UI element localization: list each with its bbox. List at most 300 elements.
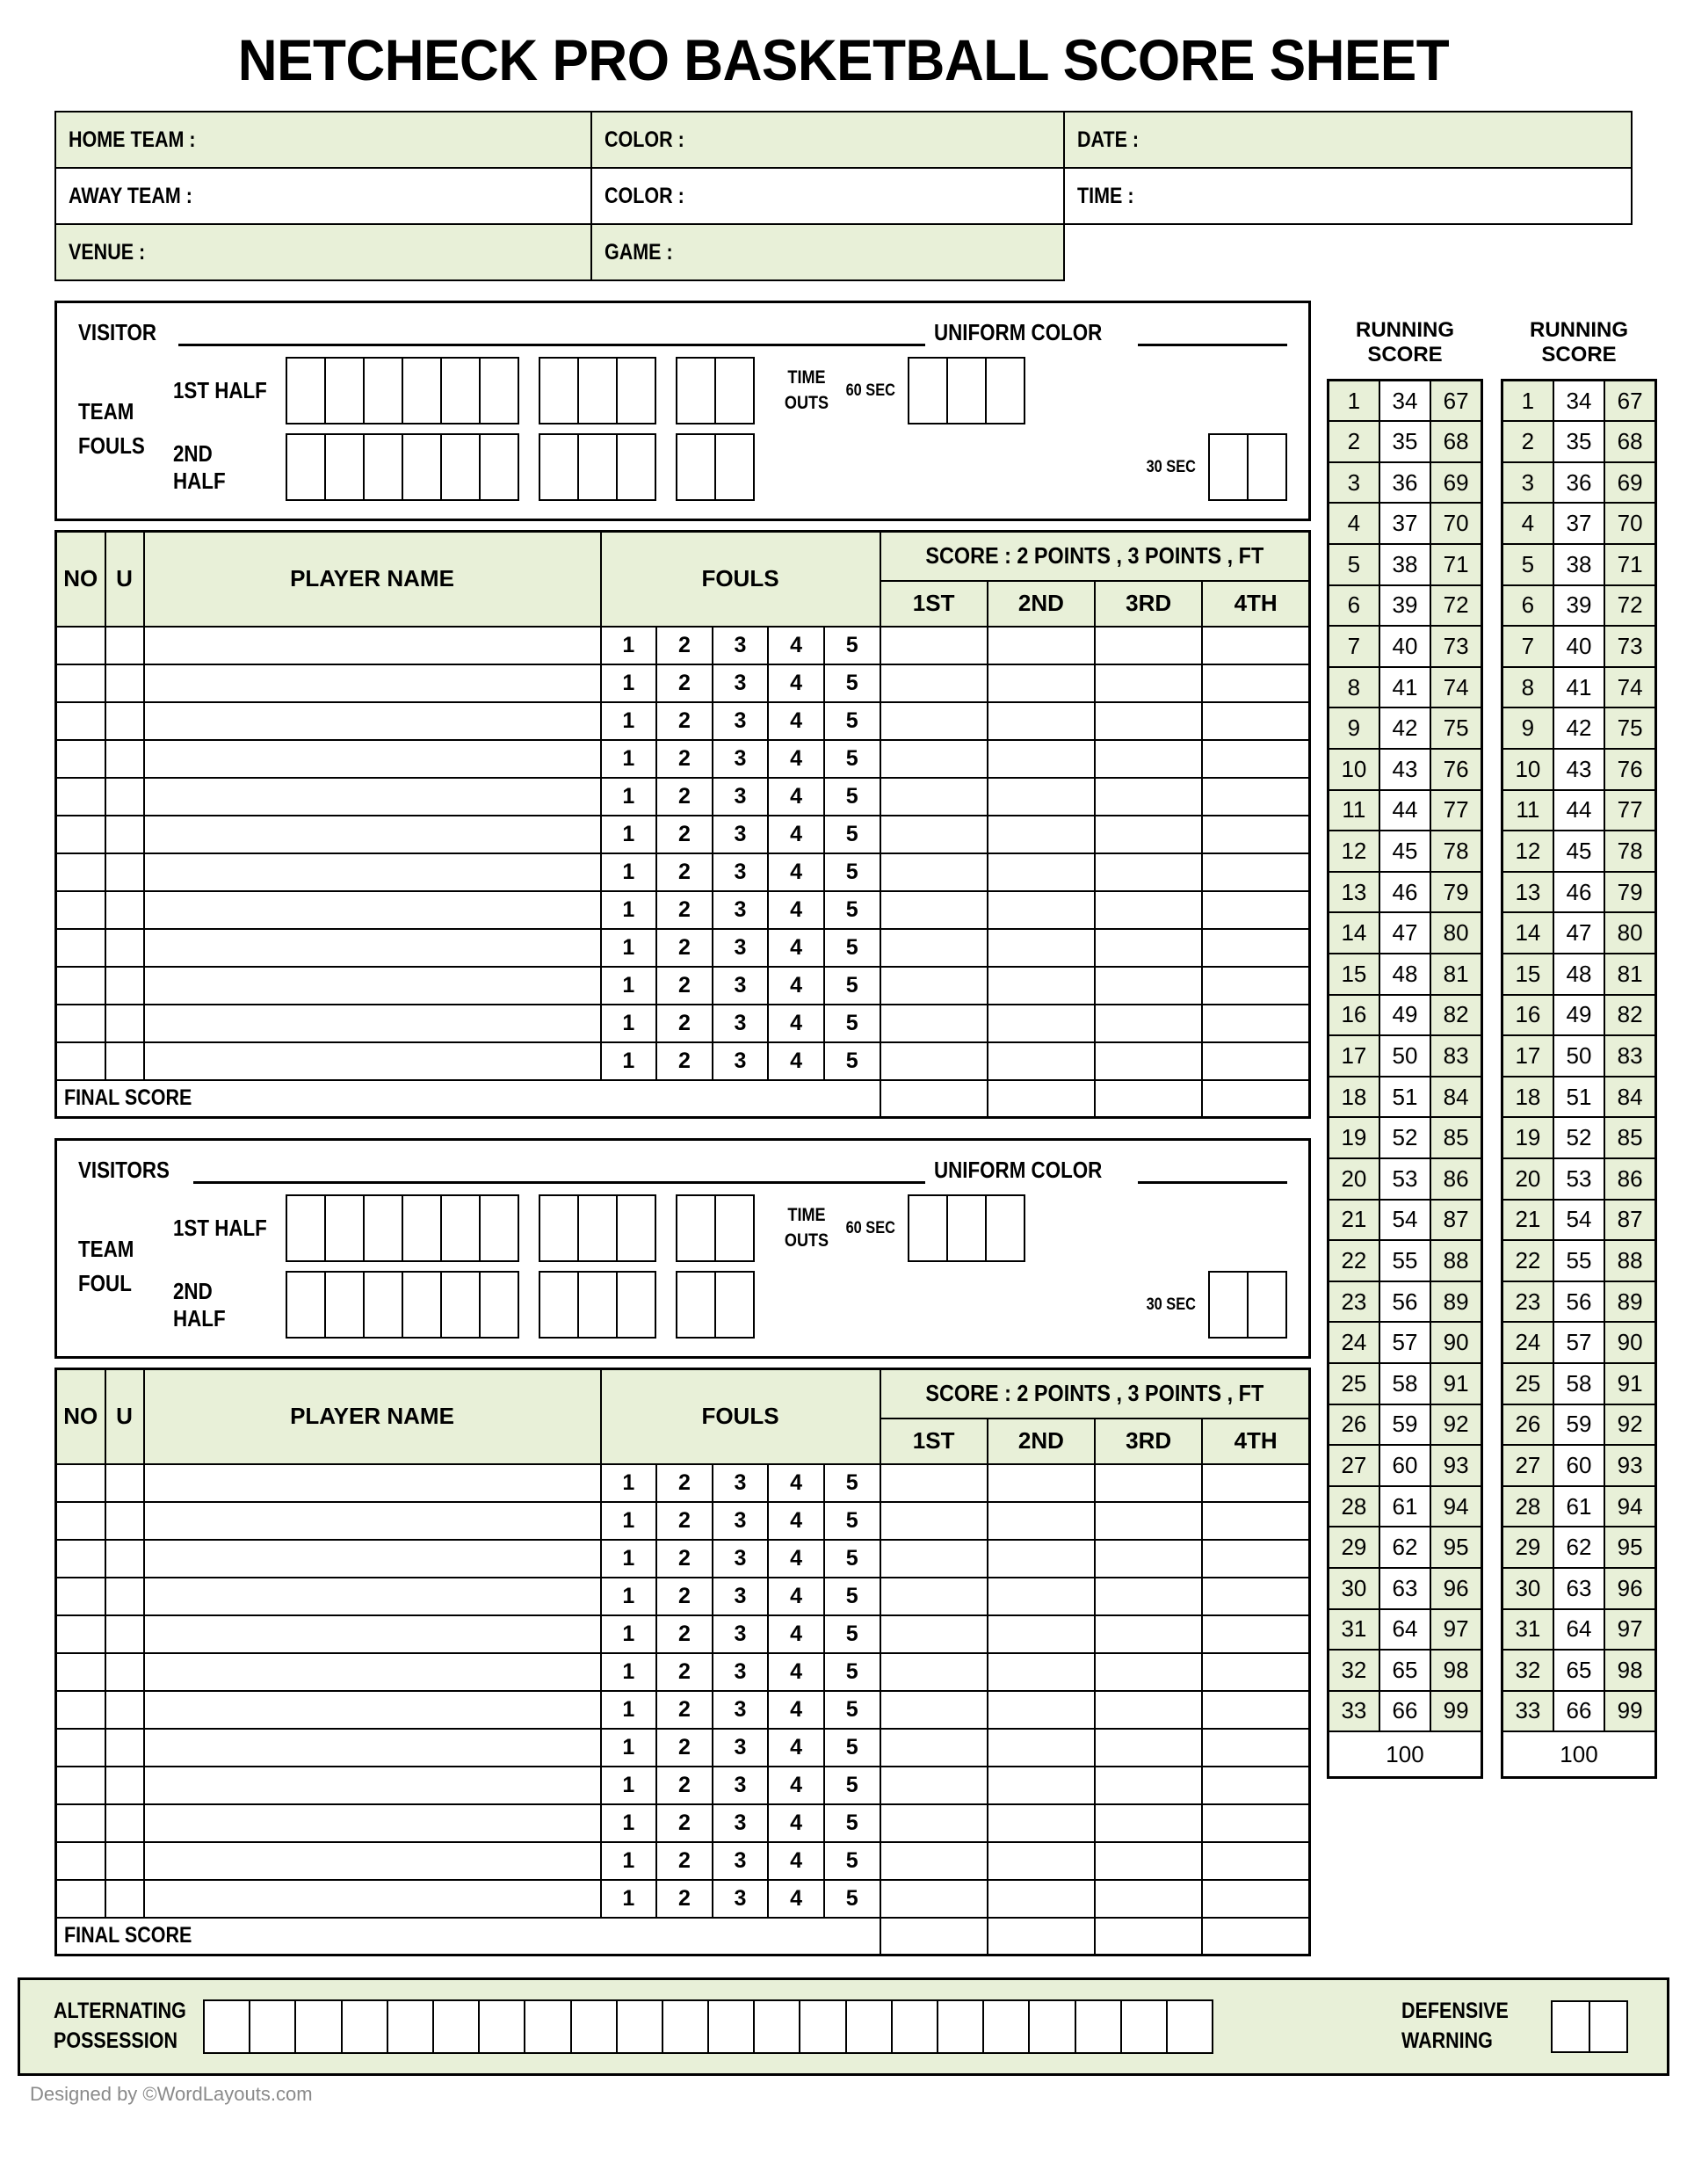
running-score-cell[interactable]: 67 <box>1430 381 1481 422</box>
running-score-cell[interactable]: 5 <box>1502 544 1553 585</box>
player-no-cell[interactable] <box>56 1005 105 1042</box>
team-foul-box[interactable] <box>324 433 365 501</box>
possession-box[interactable] <box>294 1999 342 2054</box>
running-score-cell[interactable]: 68 <box>1604 421 1655 462</box>
foul-marker-cell[interactable]: 4 <box>768 1578 824 1615</box>
quarter-score-cell[interactable] <box>1095 664 1202 702</box>
running-score-cell[interactable]: 29 <box>1329 1527 1379 1568</box>
running-score-cell[interactable]: 79 <box>1604 872 1655 913</box>
running-score-cell[interactable]: 29 <box>1502 1527 1553 1568</box>
running-score-cell[interactable]: 90 <box>1604 1322 1655 1363</box>
quarter-score-cell[interactable] <box>1095 1767 1202 1804</box>
running-score-cell[interactable]: 59 <box>1553 1404 1604 1446</box>
game-info-field[interactable] <box>55 112 591 168</box>
team-foul-box[interactable] <box>577 1194 618 1262</box>
quarter-score-cell[interactable] <box>1202 853 1309 891</box>
running-score-cell[interactable]: 47 <box>1553 912 1604 954</box>
running-score-cell[interactable]: 58 <box>1553 1363 1604 1404</box>
running-score-cell[interactable]: 74 <box>1604 667 1655 708</box>
player-name-cell[interactable] <box>144 740 601 778</box>
game-info-field[interactable] <box>1064 168 1632 224</box>
quarter-score-cell[interactable] <box>988 967 1095 1005</box>
running-score-cell[interactable]: 33 <box>1329 1691 1379 1732</box>
running-score-cell[interactable]: 63 <box>1379 1568 1430 1609</box>
possession-box[interactable] <box>249 1999 296 2054</box>
quarter-score-cell[interactable] <box>880 1729 988 1767</box>
running-score-cell[interactable]: 49 <box>1379 995 1430 1036</box>
quarter-score-cell[interactable] <box>1202 702 1309 740</box>
quarter-score-cell[interactable] <box>1095 1540 1202 1578</box>
timeout-60-box[interactable] <box>985 1194 1025 1262</box>
foul-marker-cell[interactable]: 3 <box>713 1615 769 1653</box>
running-score-cell[interactable]: 26 <box>1502 1404 1553 1446</box>
quarter-score-cell[interactable] <box>1202 1691 1309 1729</box>
team-foul-box[interactable] <box>676 357 716 424</box>
possession-box[interactable] <box>203 1999 250 2054</box>
player-no-cell[interactable] <box>56 1842 105 1880</box>
running-score-cell[interactable]: 92 <box>1430 1404 1481 1446</box>
possession-box[interactable] <box>524 1999 571 2054</box>
foul-marker-cell[interactable]: 5 <box>824 1842 880 1880</box>
running-score-cell[interactable]: 40 <box>1379 626 1430 667</box>
player-no-cell[interactable] <box>56 1691 105 1729</box>
running-score-cell[interactable]: 60 <box>1553 1445 1604 1486</box>
running-score-cell[interactable]: 75 <box>1430 707 1481 749</box>
running-score-cell[interactable]: 72 <box>1604 585 1655 627</box>
player-u-cell[interactable] <box>105 1653 144 1691</box>
running-score-cell[interactable]: 7 <box>1502 626 1553 667</box>
foul-marker-cell[interactable]: 3 <box>713 1729 769 1767</box>
player-name-cell[interactable] <box>144 1578 601 1615</box>
foul-marker-cell[interactable]: 4 <box>768 1615 824 1653</box>
quarter-score-cell[interactable] <box>880 1767 988 1804</box>
team-foul-box[interactable] <box>714 433 755 501</box>
foul-marker-cell[interactable]: 4 <box>768 627 824 664</box>
uniform-color-rule[interactable] <box>1138 1165 1287 1184</box>
foul-marker-cell[interactable]: 5 <box>824 1653 880 1691</box>
team-foul-box[interactable] <box>286 1271 326 1339</box>
running-score-cell[interactable]: 84 <box>1604 1077 1655 1118</box>
running-score-cell[interactable]: 19 <box>1329 1117 1379 1158</box>
player-name-cell[interactable] <box>144 778 601 816</box>
quarter-score-cell[interactable] <box>1095 1005 1202 1042</box>
foul-marker-cell[interactable]: 2 <box>656 1502 713 1540</box>
running-score-total[interactable]: 100 <box>1502 1731 1656 1777</box>
possession-box[interactable] <box>982 1999 1030 2054</box>
player-u-cell[interactable] <box>105 1691 144 1729</box>
foul-marker-cell[interactable]: 2 <box>656 1464 713 1502</box>
running-score-cell[interactable]: 50 <box>1379 1035 1430 1077</box>
foul-marker-cell[interactable]: 4 <box>768 1804 824 1842</box>
player-u-cell[interactable] <box>105 1804 144 1842</box>
timeout-30-box[interactable] <box>1247 1271 1287 1339</box>
running-score-cell[interactable]: 89 <box>1604 1281 1655 1323</box>
running-score-cell[interactable]: 16 <box>1329 995 1379 1036</box>
running-score-cell[interactable]: 64 <box>1553 1609 1604 1651</box>
game-info-field[interactable] <box>591 112 1064 168</box>
running-score-cell[interactable]: 66 <box>1553 1691 1604 1732</box>
foul-marker-cell[interactable]: 3 <box>713 627 769 664</box>
foul-marker-cell[interactable]: 2 <box>656 1767 713 1804</box>
running-score-cell[interactable]: 73 <box>1604 626 1655 667</box>
running-score-cell[interactable]: 36 <box>1553 462 1604 504</box>
running-score-cell[interactable]: 62 <box>1553 1527 1604 1568</box>
quarter-score-cell[interactable] <box>880 1880 988 1918</box>
running-score-cell[interactable]: 13 <box>1329 872 1379 913</box>
running-score-cell[interactable]: 65 <box>1553 1650 1604 1691</box>
foul-marker-cell[interactable]: 1 <box>601 1842 657 1880</box>
foul-marker-cell[interactable]: 1 <box>601 1691 657 1729</box>
player-name-cell[interactable] <box>144 929 601 967</box>
running-score-cell[interactable]: 38 <box>1553 544 1604 585</box>
running-score-cell[interactable]: 20 <box>1329 1158 1379 1200</box>
player-u-cell[interactable] <box>105 816 144 853</box>
running-score-cell[interactable]: 76 <box>1430 749 1481 790</box>
quarter-score-cell[interactable] <box>1202 1729 1309 1767</box>
running-score-cell[interactable]: 53 <box>1379 1158 1430 1200</box>
quarter-score-cell[interactable] <box>880 891 988 929</box>
player-u-cell[interactable] <box>105 1540 144 1578</box>
running-score-cell[interactable]: 7 <box>1329 626 1379 667</box>
foul-marker-cell[interactable]: 1 <box>601 1767 657 1804</box>
foul-marker-cell[interactable]: 3 <box>713 1502 769 1540</box>
possession-box[interactable] <box>387 1999 434 2054</box>
foul-marker-cell[interactable]: 2 <box>656 1691 713 1729</box>
running-score-cell[interactable]: 84 <box>1430 1077 1481 1118</box>
quarter-score-cell[interactable] <box>1202 1880 1309 1918</box>
running-score-cell[interactable]: 57 <box>1553 1322 1604 1363</box>
foul-marker-cell[interactable]: 3 <box>713 891 769 929</box>
player-name-cell[interactable] <box>144 1767 601 1804</box>
player-name-cell[interactable] <box>144 702 601 740</box>
foul-marker-cell[interactable]: 3 <box>713 929 769 967</box>
player-name-cell[interactable] <box>144 1042 601 1080</box>
running-score-cell[interactable]: 35 <box>1553 421 1604 462</box>
foul-marker-cell[interactable]: 5 <box>824 1464 880 1502</box>
running-score-cell[interactable]: 54 <box>1379 1200 1430 1241</box>
quarter-score-cell[interactable] <box>1202 778 1309 816</box>
foul-marker-cell[interactable]: 3 <box>713 664 769 702</box>
quarter-score-cell[interactable] <box>1202 1042 1309 1080</box>
foul-marker-cell[interactable]: 5 <box>824 1880 880 1918</box>
foul-marker-cell[interactable]: 4 <box>768 816 824 853</box>
running-score-cell[interactable]: 2 <box>1502 421 1553 462</box>
player-name-cell[interactable] <box>144 853 601 891</box>
quarter-score-cell[interactable] <box>988 1464 1095 1502</box>
possession-box[interactable] <box>662 1999 709 2054</box>
team-foul-box[interactable] <box>714 1194 755 1262</box>
foul-marker-cell[interactable]: 3 <box>713 1842 769 1880</box>
quarter-score-cell[interactable] <box>988 1653 1095 1691</box>
quarter-score-cell[interactable] <box>1095 1880 1202 1918</box>
team-foul-box[interactable] <box>539 1194 579 1262</box>
quarter-score-cell[interactable] <box>1095 627 1202 664</box>
quarter-score-cell[interactable] <box>880 929 988 967</box>
foul-marker-cell[interactable]: 3 <box>713 1804 769 1842</box>
foul-marker-cell[interactable]: 1 <box>601 891 657 929</box>
running-score-cell[interactable]: 67 <box>1604 381 1655 422</box>
team-foul-box[interactable] <box>402 1271 442 1339</box>
game-info-field[interactable] <box>55 224 591 280</box>
foul-marker-cell[interactable]: 1 <box>601 702 657 740</box>
possession-box[interactable] <box>845 1999 893 2054</box>
player-no-cell[interactable] <box>56 664 105 702</box>
team-foul-box[interactable] <box>324 1194 365 1262</box>
foul-marker-cell[interactable]: 4 <box>768 1005 824 1042</box>
foul-marker-cell[interactable]: 1 <box>601 1005 657 1042</box>
running-score-cell[interactable]: 31 <box>1329 1609 1379 1651</box>
foul-marker-cell[interactable]: 5 <box>824 778 880 816</box>
running-score-cell[interactable]: 38 <box>1379 544 1430 585</box>
player-name-cell[interactable] <box>144 1804 601 1842</box>
running-score-cell[interactable]: 8 <box>1329 667 1379 708</box>
quarter-score-cell[interactable] <box>880 702 988 740</box>
running-score-cell[interactable]: 11 <box>1329 790 1379 831</box>
running-score-cell[interactable]: 10 <box>1329 749 1379 790</box>
running-score-cell[interactable]: 91 <box>1430 1363 1481 1404</box>
running-score-cell[interactable]: 80 <box>1604 912 1655 954</box>
quarter-score-cell[interactable] <box>1202 1767 1309 1804</box>
foul-marker-cell[interactable]: 4 <box>768 1691 824 1729</box>
timeout-60-box[interactable] <box>946 1194 987 1262</box>
running-score-cell[interactable]: 2 <box>1329 421 1379 462</box>
foul-marker-cell[interactable]: 1 <box>601 967 657 1005</box>
running-score-cell[interactable]: 85 <box>1604 1117 1655 1158</box>
running-score-cell[interactable]: 93 <box>1430 1445 1481 1486</box>
foul-marker-cell[interactable]: 2 <box>656 1005 713 1042</box>
quarter-score-cell[interactable] <box>1202 967 1309 1005</box>
quarter-score-cell[interactable] <box>988 816 1095 853</box>
final-score-cell[interactable] <box>1095 1080 1202 1118</box>
quarter-score-cell[interactable] <box>1202 1502 1309 1540</box>
running-score-cell[interactable]: 43 <box>1553 749 1604 790</box>
quarter-score-cell[interactable] <box>988 853 1095 891</box>
player-no-cell[interactable] <box>56 1615 105 1653</box>
game-info-field[interactable] <box>591 168 1064 224</box>
team-foul-box[interactable] <box>676 1271 716 1339</box>
quarter-score-cell[interactable] <box>880 853 988 891</box>
running-score-cell[interactable]: 31 <box>1502 1609 1553 1651</box>
running-score-cell[interactable]: 18 <box>1329 1077 1379 1118</box>
running-score-cell[interactable]: 34 <box>1379 381 1430 422</box>
player-u-cell[interactable] <box>105 1842 144 1880</box>
running-score-cell[interactable]: 88 <box>1604 1240 1655 1281</box>
player-name-cell[interactable] <box>144 816 601 853</box>
running-score-cell[interactable]: 11 <box>1502 790 1553 831</box>
quarter-score-cell[interactable] <box>1095 1729 1202 1767</box>
timeout-60-box[interactable] <box>908 1194 948 1262</box>
foul-marker-cell[interactable]: 4 <box>768 1842 824 1880</box>
running-score-cell[interactable]: 49 <box>1553 995 1604 1036</box>
foul-marker-cell[interactable]: 3 <box>713 853 769 891</box>
running-score-cell[interactable]: 10 <box>1502 749 1553 790</box>
team-foul-box[interactable] <box>402 433 442 501</box>
running-score-cell[interactable]: 69 <box>1604 462 1655 504</box>
running-score-cell[interactable]: 43 <box>1379 749 1430 790</box>
player-name-cell[interactable] <box>144 1653 601 1691</box>
game-info-field[interactable] <box>591 224 1064 280</box>
possession-box[interactable] <box>753 1999 800 2054</box>
player-no-cell[interactable] <box>56 853 105 891</box>
running-score-cell[interactable]: 57 <box>1379 1322 1430 1363</box>
foul-marker-cell[interactable]: 2 <box>656 853 713 891</box>
running-score-cell[interactable]: 55 <box>1553 1240 1604 1281</box>
quarter-score-cell[interactable] <box>1202 891 1309 929</box>
running-score-cell[interactable]: 71 <box>1604 544 1655 585</box>
running-score-cell[interactable]: 34 <box>1553 381 1604 422</box>
running-score-cell[interactable]: 4 <box>1502 503 1553 544</box>
quarter-score-cell[interactable] <box>1202 1005 1309 1042</box>
quarter-score-cell[interactable] <box>1202 627 1309 664</box>
foul-marker-cell[interactable]: 1 <box>601 740 657 778</box>
running-score-cell[interactable]: 95 <box>1604 1527 1655 1568</box>
foul-marker-cell[interactable]: 1 <box>601 1615 657 1653</box>
foul-marker-cell[interactable]: 3 <box>713 1042 769 1080</box>
player-no-cell[interactable] <box>56 1729 105 1767</box>
running-score-cell[interactable]: 44 <box>1379 790 1430 831</box>
player-no-cell[interactable] <box>56 891 105 929</box>
running-score-cell[interactable]: 39 <box>1553 585 1604 627</box>
foul-marker-cell[interactable]: 2 <box>656 1880 713 1918</box>
final-score-cell[interactable] <box>1202 1918 1309 1955</box>
player-no-cell[interactable] <box>56 1578 105 1615</box>
foul-marker-cell[interactable]: 1 <box>601 853 657 891</box>
running-score-cell[interactable]: 41 <box>1553 667 1604 708</box>
running-score-cell[interactable]: 73 <box>1430 626 1481 667</box>
foul-marker-cell[interactable]: 1 <box>601 1464 657 1502</box>
possession-box[interactable] <box>478 1999 525 2054</box>
timeout-60-box[interactable] <box>908 357 948 424</box>
final-score-cell[interactable] <box>880 1080 988 1118</box>
timeout-30-box[interactable] <box>1208 433 1249 501</box>
foul-marker-cell[interactable]: 1 <box>601 1502 657 1540</box>
player-name-cell[interactable] <box>144 664 601 702</box>
foul-marker-cell[interactable]: 3 <box>713 816 769 853</box>
team-foul-box[interactable] <box>714 1271 755 1339</box>
running-score-cell[interactable]: 88 <box>1430 1240 1481 1281</box>
running-score-cell[interactable]: 80 <box>1430 912 1481 954</box>
running-score-cell[interactable]: 14 <box>1502 912 1553 954</box>
running-score-cell[interactable]: 20 <box>1502 1158 1553 1200</box>
running-score-cell[interactable]: 33 <box>1502 1691 1553 1732</box>
running-score-cell[interactable]: 37 <box>1379 503 1430 544</box>
timeout-30-box[interactable] <box>1208 1271 1249 1339</box>
quarter-score-cell[interactable] <box>880 778 988 816</box>
player-no-cell[interactable] <box>56 929 105 967</box>
game-info-field[interactable] <box>55 168 591 224</box>
running-score-cell[interactable]: 99 <box>1430 1691 1481 1732</box>
player-u-cell[interactable] <box>105 1729 144 1767</box>
player-name-cell[interactable] <box>144 627 601 664</box>
running-score-cell[interactable]: 68 <box>1430 421 1481 462</box>
player-name-cell[interactable] <box>144 1842 601 1880</box>
running-score-cell[interactable]: 95 <box>1430 1527 1481 1568</box>
timeout-30-box[interactable] <box>1247 433 1287 501</box>
quarter-score-cell[interactable] <box>1202 1464 1309 1502</box>
player-u-cell[interactable] <box>105 778 144 816</box>
running-score-cell[interactable]: 22 <box>1329 1240 1379 1281</box>
player-no-cell[interactable] <box>56 1767 105 1804</box>
quarter-score-cell[interactable] <box>880 967 988 1005</box>
player-name-cell[interactable] <box>144 1691 601 1729</box>
running-score-cell[interactable]: 40 <box>1553 626 1604 667</box>
quarter-score-cell[interactable] <box>1095 1464 1202 1502</box>
foul-marker-cell[interactable]: 4 <box>768 853 824 891</box>
player-no-cell[interactable] <box>56 1502 105 1540</box>
running-score-cell[interactable]: 94 <box>1430 1486 1481 1527</box>
quarter-score-cell[interactable] <box>1095 740 1202 778</box>
defensive-warning-box[interactable] <box>1551 2000 1590 2053</box>
team-foul-box[interactable] <box>539 433 579 501</box>
running-score-cell[interactable]: 78 <box>1430 831 1481 872</box>
running-score-cell[interactable]: 1 <box>1329 381 1379 422</box>
running-score-cell[interactable]: 91 <box>1604 1363 1655 1404</box>
player-name-cell[interactable] <box>144 1464 601 1502</box>
timeout-60-box[interactable] <box>985 357 1025 424</box>
quarter-score-cell[interactable] <box>1095 929 1202 967</box>
foul-marker-cell[interactable]: 1 <box>601 664 657 702</box>
team-foul-box[interactable] <box>616 433 656 501</box>
foul-marker-cell[interactable]: 3 <box>713 740 769 778</box>
player-u-cell[interactable] <box>105 627 144 664</box>
player-u-cell[interactable] <box>105 1578 144 1615</box>
running-score-cell[interactable]: 94 <box>1604 1486 1655 1527</box>
player-name-cell[interactable] <box>144 967 601 1005</box>
quarter-score-cell[interactable] <box>880 1615 988 1653</box>
quarter-score-cell[interactable] <box>1202 1578 1309 1615</box>
quarter-score-cell[interactable] <box>1202 1540 1309 1578</box>
possession-box[interactable] <box>1075 1999 1122 2054</box>
player-name-cell[interactable] <box>144 1005 601 1042</box>
running-score-cell[interactable]: 46 <box>1553 872 1604 913</box>
running-score-cell[interactable]: 21 <box>1329 1200 1379 1241</box>
quarter-score-cell[interactable] <box>1202 740 1309 778</box>
running-score-cell[interactable]: 23 <box>1329 1281 1379 1323</box>
foul-marker-cell[interactable]: 5 <box>824 1804 880 1842</box>
foul-marker-cell[interactable]: 2 <box>656 1842 713 1880</box>
running-score-cell[interactable]: 39 <box>1379 585 1430 627</box>
player-u-cell[interactable] <box>105 1042 144 1080</box>
running-score-cell[interactable]: 90 <box>1430 1322 1481 1363</box>
possession-box[interactable] <box>1028 1999 1075 2054</box>
foul-marker-cell[interactable]: 5 <box>824 853 880 891</box>
team-foul-box[interactable] <box>440 1194 481 1262</box>
foul-marker-cell[interactable]: 2 <box>656 1615 713 1653</box>
running-score-cell[interactable]: 44 <box>1553 790 1604 831</box>
foul-marker-cell[interactable]: 2 <box>656 740 713 778</box>
team-foul-box[interactable] <box>577 433 618 501</box>
running-score-cell[interactable]: 25 <box>1502 1363 1553 1404</box>
running-score-cell[interactable]: 70 <box>1604 503 1655 544</box>
running-score-cell[interactable]: 3 <box>1329 462 1379 504</box>
quarter-score-cell[interactable] <box>988 1729 1095 1767</box>
running-score-cell[interactable]: 46 <box>1379 872 1430 913</box>
team-foul-box[interactable] <box>363 433 403 501</box>
running-score-cell[interactable]: 32 <box>1502 1650 1553 1691</box>
foul-marker-cell[interactable]: 1 <box>601 1729 657 1767</box>
player-u-cell[interactable] <box>105 1005 144 1042</box>
team-foul-box[interactable] <box>440 433 481 501</box>
possession-box[interactable] <box>570 1999 618 2054</box>
foul-marker-cell[interactable]: 5 <box>824 627 880 664</box>
final-score-cell[interactable] <box>988 1918 1095 1955</box>
team-foul-box[interactable] <box>363 1271 403 1339</box>
running-score-cell[interactable]: 17 <box>1502 1035 1553 1077</box>
player-u-cell[interactable] <box>105 1767 144 1804</box>
running-score-cell[interactable]: 13 <box>1502 872 1553 913</box>
running-score-cell[interactable]: 82 <box>1604 995 1655 1036</box>
running-score-cell[interactable]: 61 <box>1553 1486 1604 1527</box>
